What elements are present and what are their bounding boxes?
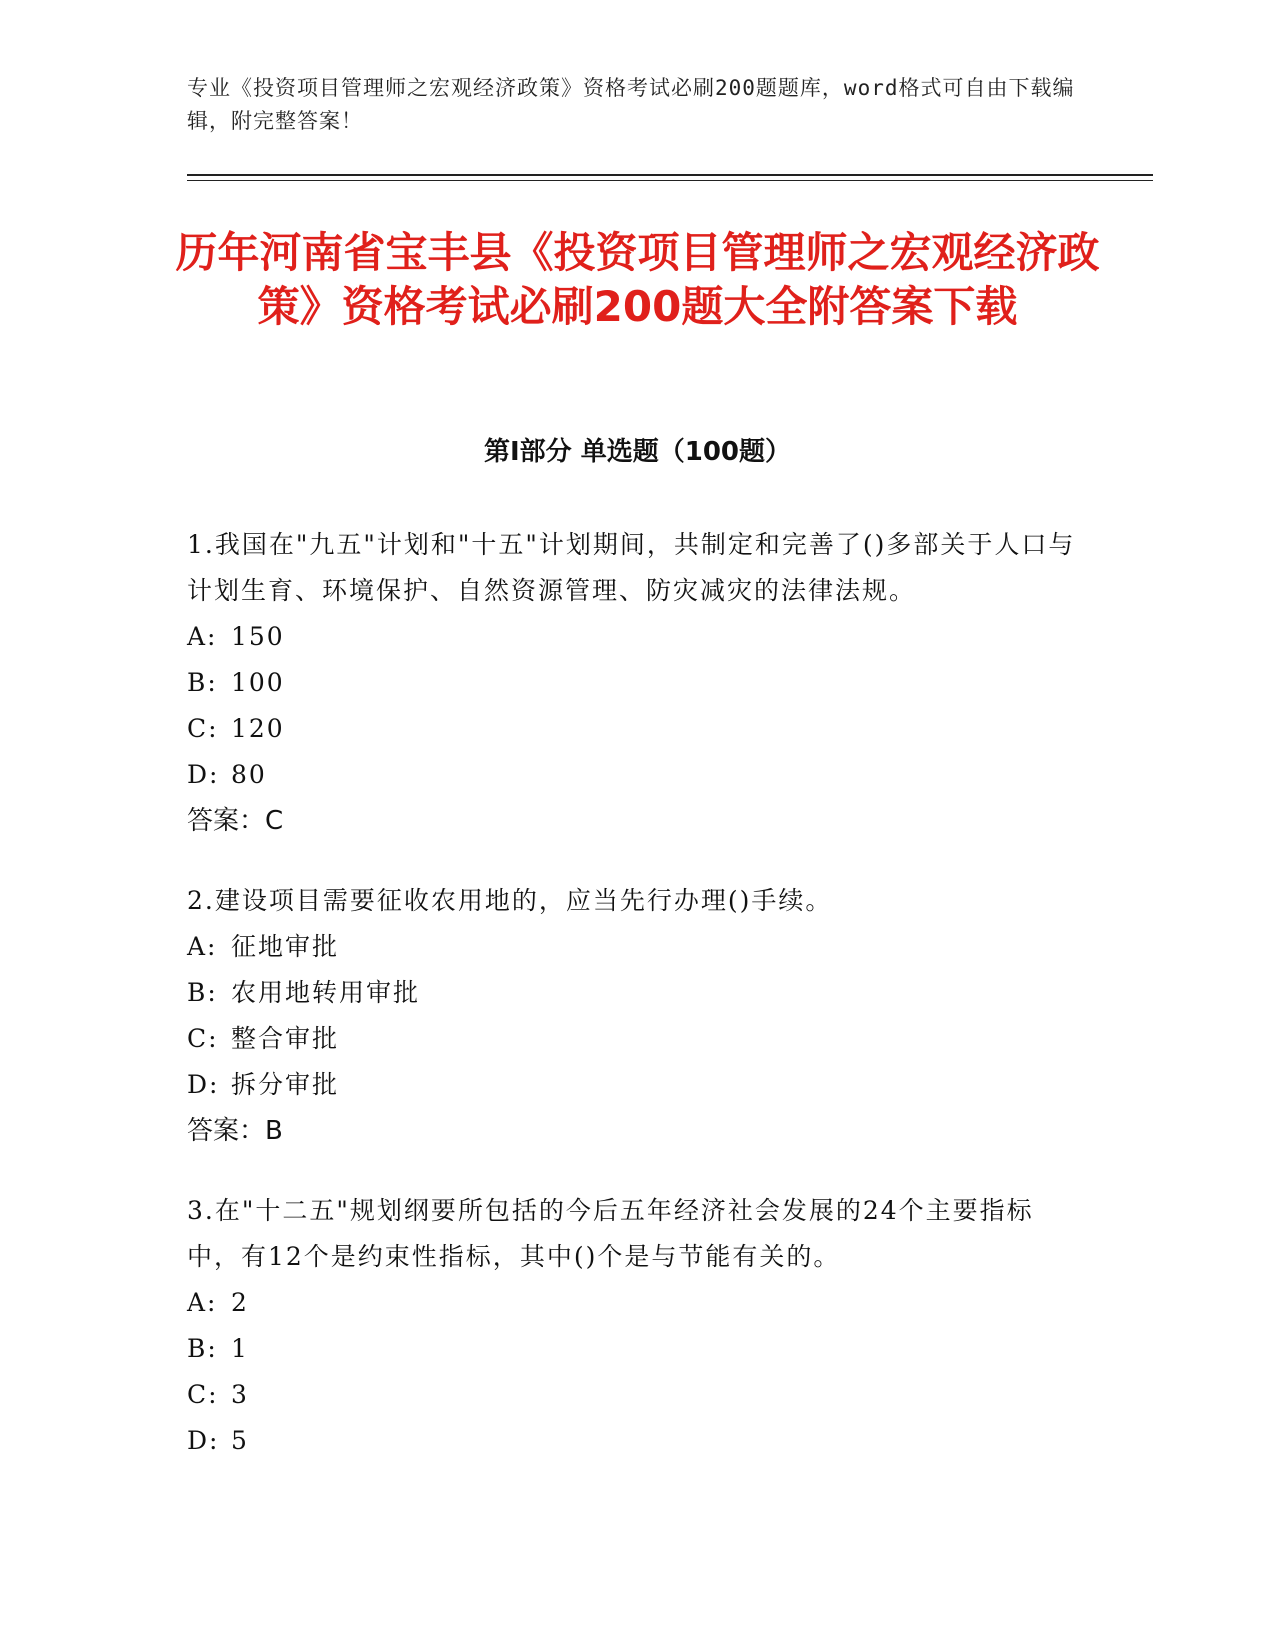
option-letter: A: xyxy=(187,932,218,961)
header-divider-thick xyxy=(187,174,1153,176)
question-3 xyxy=(187,1188,1087,1464)
option-letter: D: xyxy=(187,1070,220,1099)
option-value: 150 xyxy=(231,622,285,651)
option-value: 征地审批 xyxy=(231,932,340,961)
option-letter: A: xyxy=(187,1288,218,1317)
option-c xyxy=(187,1372,1087,1418)
question-text: 1.我国在"九五"计划和"十五"计划期间，共制定和完善了()多部关于人口与计划生育、环境保护、自然资源管理、防灾减灾的法律法规。 xyxy=(187,530,1076,605)
question-text: 2.建设项目需要征收农用地的，应当先行办理()手续。 xyxy=(187,886,833,915)
option-value: 100 xyxy=(231,668,285,697)
document-title: 历年河南省宝丰县《投资项目管理师之宏观经济政策》资格考试必刷200题大全附答案下载 xyxy=(175,228,1100,331)
option-c xyxy=(187,706,1087,752)
option-letter: D: xyxy=(187,1426,220,1455)
option-a xyxy=(187,1280,1087,1326)
question-1 xyxy=(187,522,1087,844)
header-note: 专业《投资项目管理师之宏观经济政策》资格考试必刷200题题库，word格式可自由下载编辑，附完整答案！ xyxy=(187,76,1075,133)
option-letter: B: xyxy=(187,1334,218,1363)
option-value: 5 xyxy=(231,1426,249,1455)
option-d xyxy=(187,752,1087,798)
option-letter: C: xyxy=(187,714,219,743)
question-list xyxy=(187,522,1087,1498)
question-text: 3.在"十二五"规划纲要所包括的今后五年经济社会发展的24个主要指标中，有12个是约束性指标，其中()个是与节能有关的。 xyxy=(187,1196,1034,1271)
option-value: 3 xyxy=(231,1380,249,1409)
option-b xyxy=(187,660,1087,706)
option-b xyxy=(187,970,1087,1016)
option-letter: A: xyxy=(187,622,218,651)
option-value: 1 xyxy=(231,1334,249,1363)
option-c xyxy=(187,1016,1087,1062)
option-value: 120 xyxy=(231,714,285,743)
answer-line: 答案：B xyxy=(187,1116,283,1146)
option-value: 2 xyxy=(231,1288,249,1317)
option-d xyxy=(187,1062,1087,1108)
option-value: 80 xyxy=(231,760,267,789)
answer-line: 答案：C xyxy=(187,806,284,836)
option-letter: D: xyxy=(187,760,220,789)
option-letter: B: xyxy=(187,978,218,1007)
question-2 xyxy=(187,878,1087,1154)
option-a xyxy=(187,614,1087,660)
option-b xyxy=(187,1326,1087,1372)
option-letter: B: xyxy=(187,668,218,697)
option-value: 农用地转用审批 xyxy=(231,978,421,1007)
section-heading: 第I部分 单选题（100题） xyxy=(484,437,791,467)
option-letter: C: xyxy=(187,1380,219,1409)
option-d xyxy=(187,1418,1087,1464)
header-divider-thin xyxy=(187,180,1153,181)
option-value: 拆分审批 xyxy=(231,1070,340,1099)
option-a xyxy=(187,924,1087,970)
option-letter: C: xyxy=(187,1024,219,1053)
option-value: 整合审批 xyxy=(231,1024,340,1053)
